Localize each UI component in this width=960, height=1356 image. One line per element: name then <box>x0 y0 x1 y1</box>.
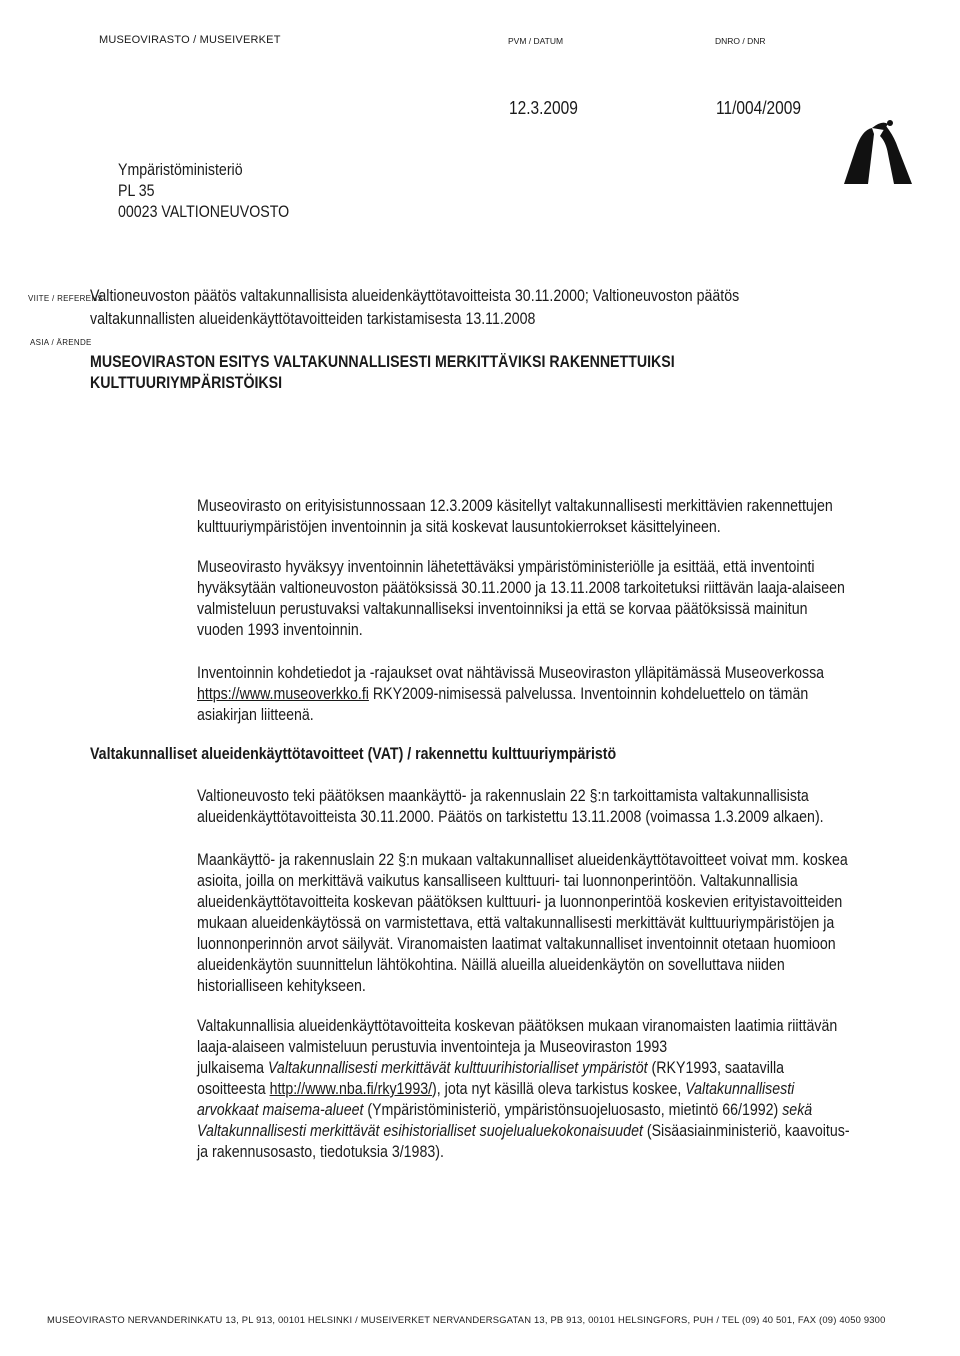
museoverkko-link[interactable]: https://www.museoverkko.fi <box>197 685 369 703</box>
reference-line1: Valtioneuvoston päätös valtakunnallisista alueidenkäyttötavoitteista 30.11.2000; Valtioneuvoston päätös <box>90 287 740 305</box>
org-name: MUSEOVIRASTO / MUSEIVERKET <box>99 34 281 46</box>
museovirasto-logo-icon <box>842 118 918 184</box>
subject-label: ASIA / ÄRENDE <box>30 338 92 347</box>
reference-label: VIITE / REFERENS <box>28 294 104 303</box>
paragraph-4: Valtioneuvosto teki päätöksen maankäyttö- ja rakennuslain 22 §:n tarkoittamista valtakunnallisista alueidenkäyttötavoitteista 30.11.2000. Päätös on tarkistettu 13.11.2008 (voimassa 1.3.2009 alkaen). <box>197 787 824 826</box>
section-heading: Valtakunnalliset alueidenkäyttötavoitteet (VAT) / rakennettu kulttuuriympäristö <box>90 745 617 763</box>
recipient-line1: Ympäristöministeriö <box>118 161 243 179</box>
paragraph-3: Inventoinnin kohdetiedot ja -rajaukset ovat nähtävissä Museoviraston ylläpitämässä Museoverkossa https://www.museoverkko.fi RKY2009-nimisessä palvelussa. Inventoinnin kohdeluettelo on tämän asiakirjan liitteenä. <box>197 664 825 724</box>
subject-line2: KULTTUURIYMPÄRISTÖIKSI <box>90 374 283 392</box>
paragraph-6: Valtakunnallisia alueidenkäyttötavoitteita koskevan päätöksen mukaan viranomaisten laatimia riittävän laaja-alaiseen valmisteluun perustuvia inventointeja ja Museoviraston 1993 julkaisema Valtakunnallisesti merkittävät kulttuurihistorialliset ympäristöt (RKY1993, saatavilla osoitteesta http://www.nba.fi/rky1993/), jota nyt käsillä oleva tarkistus koskee, Valtakunnallisesti arvokkaat maisema-alueet (Ympäristöministeriö, ympäristönsuojeluosasto, mietintö 66/1992) sekä Valtakunnallisesti merkittävät esihistorialliset suojelualuekokonaisuudet (Sisäasiainministeriö, kaavoitus- ja rakennusosasto, tiedotuksia 3/1983). <box>197 1017 850 1161</box>
footer-address: MUSEOVIRASTO NERVANDERINKATU 13, PL 913, 00101 HELSINKI / MUSEIVERKET NERVANDERSGATAN 13, PB 913, 00101 HELSINGFORS, PUH / TEL (09) 40 501, FAX (09) 4050 9300 <box>47 1315 886 1326</box>
date-label: PVM / DATUM <box>508 36 564 46</box>
dnro-value: 11/004/2009 <box>716 98 801 118</box>
subject-line1: MUSEOVIRASTON ESITYS VALTAKUNNALLISESTI MERKITTÄVIKSI RAKENNETTUIKSI <box>90 353 675 371</box>
date-value: 12.3.2009 <box>509 98 578 118</box>
recipient-line3: 00023 VALTIONEUVOSTO <box>118 203 290 221</box>
recipient-line2: PL 35 <box>118 182 155 200</box>
reference-line2: valtakunnallisten alueidenkäyttötavoitteiden tarkistamisesta 13.11.2008 <box>90 310 536 328</box>
paragraph-1: Museovirasto on erityisistunnossaan 12.3.2009 käsitellyt valtakunnallisesti merkittävien rakennettujen kulttuuriympäristöjen inventoinnin ja sitä koskevat lausuntokierrokset käsittelyineen. <box>197 497 833 536</box>
paragraph-5: Maankäyttö- ja rakennuslain 22 §:n mukaan valtakunnalliset alueidenkäyttötavoitteet voivat mm. koskea asioita, joilla on merkittävä vaikutus kansalliseen kulttuuri- tai luonnonperintöön. Valtakunnallisia alueidenkäyttötavoitteita koskevan päätöksen kulttuuri- ja luonnonperintöä koskevien erityistavoitteiden mukaan alueidenkäytössä on varmistettava, että valtakunnallisesti merkittävät kulttuuriympäristöjen ja luonnonperinnön arvot säilyvät. Viranomaisten laatimat valtakunnalliset inventoinnit otetaan huomioon alueidenkäytön suunnittelun lähtökohtina. Näillä alueilla alueidenkäytön on sovelluttava niiden historialliseen kehitykseen. <box>197 851 848 995</box>
rky1993-link[interactable]: http://www.nba.fi/rky1993/ <box>269 1080 433 1098</box>
dnro-label: DNRO / DNR <box>715 36 766 46</box>
paragraph-2: Museovirasto hyväksyy inventoinnin lähetettäväksi ympäristöministeriölle ja esittää, että inventointi hyväksytään valtioneuvoston päätöksissä 30.11.2000 ja 13.11.2008 tarkoitetuksi riittävän laaja-alaiseen valmisteluun perustuvaksi valtakunnalliseksi inventoinniksi ja että se korvaa päätöksissä mainitun vuoden 1993 inventoinnin. <box>197 558 845 639</box>
